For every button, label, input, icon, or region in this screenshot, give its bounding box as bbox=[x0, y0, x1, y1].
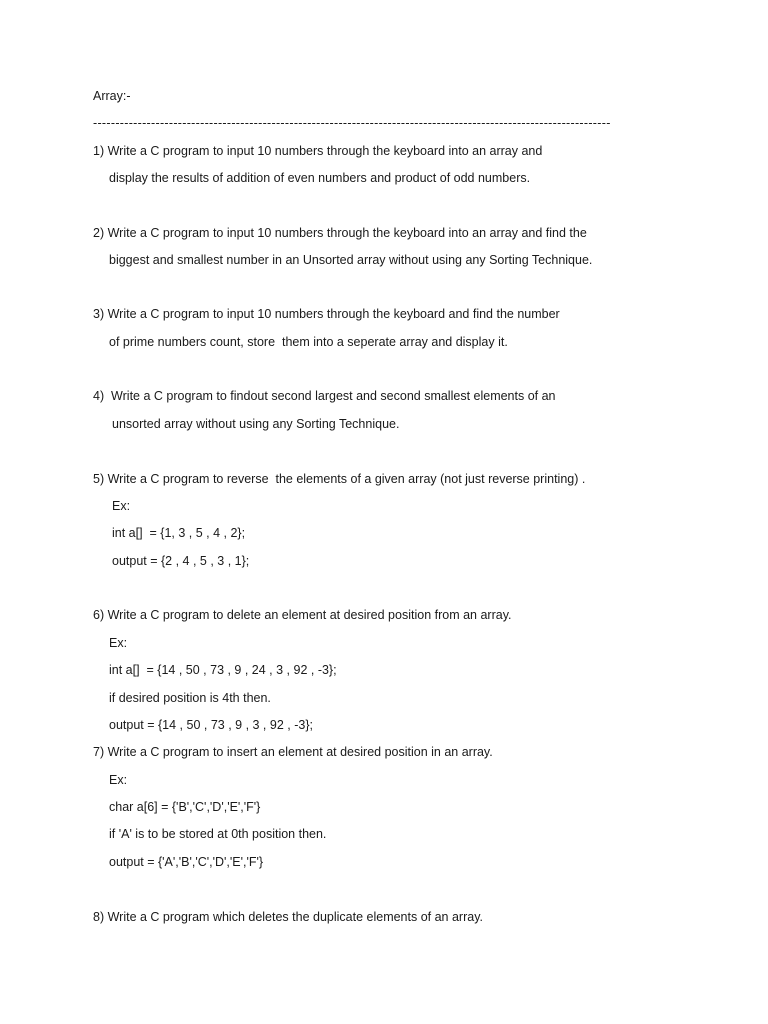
question-4-line-2: unsorted array without using any Sorting Technique. bbox=[112, 417, 400, 431]
question-7-example-input: char a[6] = {'B','C','D','E','F'} bbox=[109, 800, 261, 814]
question-4-line-1: 4) Write a C program to findout second largest and second smallest elements of an bbox=[93, 389, 556, 403]
question-6-example-condition: if desired position is 4th then. bbox=[109, 691, 271, 705]
question-6-example-input: int a[] = {14 , 50 , 73 , 9 , 24 , 3 , 92 , -3}; bbox=[109, 663, 337, 677]
question-3-line-1: 3) Write a C program to input 10 numbers through the keyboard and find the number bbox=[93, 307, 560, 321]
question-1-line-1: 1) Write a C program to input 10 numbers through the keyboard into an array and bbox=[93, 144, 543, 158]
question-7-example-condition: if 'A' is to be stored at 0th position then. bbox=[109, 827, 327, 841]
question-1-line-2: display the results of addition of even numbers and product of odd numbers. bbox=[109, 171, 531, 185]
question-6-example-label: Ex: bbox=[109, 636, 128, 650]
question-5-line-1: 5) Write a C program to reverse the elements of a given array (not just reverse printing) . bbox=[93, 472, 586, 486]
page-heading: Array:- bbox=[93, 89, 131, 103]
question-6-example-output: output = {14 , 50 , 73 , 9 , 3 , 92 , -3}; bbox=[109, 718, 313, 732]
question-7-example-output: output = {'A','B','C','D','E','F'} bbox=[109, 855, 264, 869]
question-7-example-label: Ex: bbox=[109, 773, 128, 787]
heading-divider: -------------------------------------------------------------------------------------------------------------------- bbox=[93, 116, 611, 130]
question-7-line-1: 7) Write a C program to insert an element at desired position in an array. bbox=[93, 745, 493, 759]
question-8-line-1: 8) Write a C program which deletes the duplicate elements of an array. bbox=[93, 910, 484, 924]
question-5-example-output: output = {2 , 4 , 5 , 3 , 1}; bbox=[112, 554, 250, 568]
question-5-example-input: int a[] = {1, 3 , 5 , 4 , 2}; bbox=[112, 526, 246, 540]
question-6-line-1: 6) Write a C program to delete an element at desired position from an array. bbox=[93, 608, 512, 622]
question-5-example-label: Ex: bbox=[112, 499, 131, 513]
question-3-line-2: of prime numbers count, store them into a seperate array and display it. bbox=[109, 335, 508, 349]
question-2-line-1: 2) Write a C program to input 10 numbers through the keyboard into an array and find the bbox=[93, 226, 587, 240]
question-2-line-2: biggest and smallest number in an Unsorted array without using any Sorting Technique. bbox=[109, 253, 593, 267]
